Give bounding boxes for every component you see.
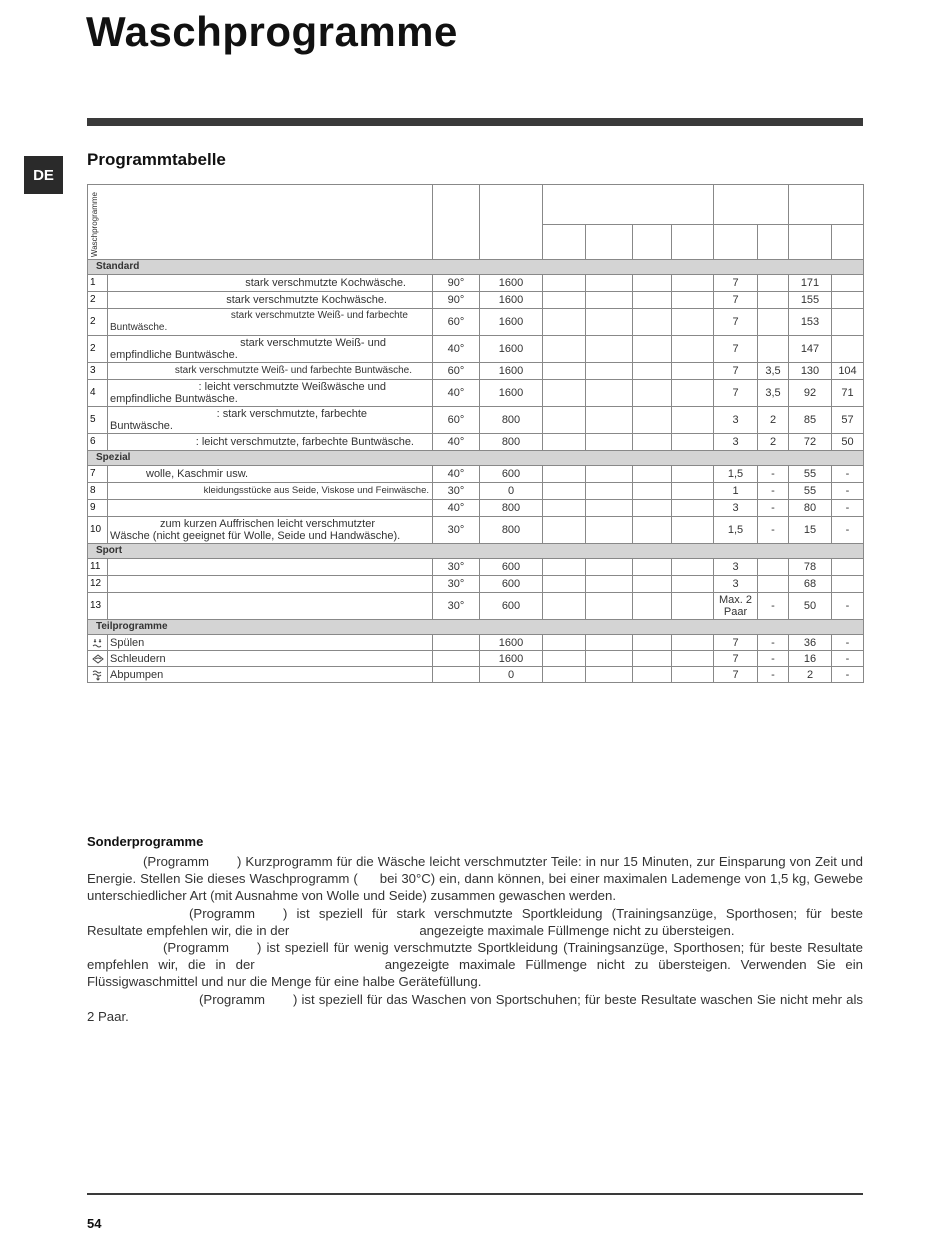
header-sub-2 (586, 224, 633, 259)
table-row: 3 stark verschmutzte Weiß- und farbechte Buntwäsche. 60° 1600 7 3,5 130 104 (88, 363, 864, 380)
header-sub-6 (758, 224, 789, 259)
header-sub-7 (789, 224, 832, 259)
paragraph-sport-intensive: (Programm ) ist speziell für stark verschmutzte Sportkleidung (Trainingsanzüge, Sporthosen; für beste Resultate empfehlen wir, die in der angezeigte maximale Füllmenge nicht zu übersteigen. (87, 905, 863, 938)
table-row: 7 wolle, Kaschmir usw. 40° 600 1,5 - 55 - (88, 466, 864, 483)
page-title: Waschprogramme (86, 8, 458, 55)
special-programs-text (87, 853, 863, 1025)
bottom-divider (87, 1193, 863, 1195)
header-detergents (543, 185, 714, 225)
program-table (87, 184, 864, 683)
header-load (714, 185, 789, 225)
header-sub-1 (543, 224, 586, 259)
table-row: Schleudern 1600 7 - 16 - (88, 651, 864, 667)
table-row: 2 stark verschmutzte Weiß- und empfindliche Buntwäsche. 40° 1600 7 147 (88, 336, 864, 363)
header-sub-8 (832, 224, 864, 259)
header-spin (480, 185, 543, 260)
group-standard: Standard (88, 260, 864, 275)
header-duration (789, 185, 864, 225)
spin-icon (91, 653, 105, 665)
header-sub-5 (714, 224, 758, 259)
group-teilprogramme: Teilprogramme (88, 620, 864, 635)
table-row: 10 zum kurzen Auffrischen leicht verschmutzter Wäsche (nicht geeignet für Wolle, Seide und Handwäsche). 30° 800 1,5 - 15 - (88, 517, 864, 544)
paragraph-express: (Programm ) Kurzprogramm für die Wäsche leicht verschmutzter Teile: in nur 15 Minuten, zur Einsparung von Zeit und Energie. Stellen Sie dieses Waschprogramm ( bei 30°C) ein, dann können, bei einer maximalen Lademenge von 1,5 kg, Gewebe unterschiedlicher Art (mit Ausnahme von Wolle und Seide) zusammen gewaschen werden. (87, 854, 863, 904)
paragraph-sport-shoes: (Programm ) ist speziell für das Waschen von Sportschuhen; für beste Resultate waschen Sie nicht mehr als 2 Paar. (87, 991, 863, 1024)
table-row: 2 stark verschmutzte Kochwäsche. 90° 1600 7 155 (88, 292, 864, 309)
header-sub-3 (633, 224, 672, 259)
table-row: 1 stark verschmutzte Kochwäsche. 90° 1600 7 171 (88, 275, 864, 292)
table-row: 8 kleidungsstücke aus Seide, Viskose und Feinwäsche. 30° 0 1 - 55 - (88, 483, 864, 500)
table-row: 9 40° 800 3 - 80 - (88, 500, 864, 517)
header-program-column: Waschprogramme (88, 185, 433, 260)
rinse-icon (91, 637, 105, 649)
table-header-row-1 (88, 185, 864, 225)
page-number: 54 (87, 1216, 102, 1231)
table-row: 4 : leicht verschmutzte Weißwäsche und empfindliche Buntwäsche. 40° 1600 7 3,5 92 71 (88, 380, 864, 407)
table-row: 5 : stark verschmutzte, farbechte Buntwäsche. 60° 800 3 2 85 57 (88, 407, 864, 434)
group-sport: Sport (88, 544, 864, 559)
table-row: 11 30° 600 3 78 (88, 559, 864, 576)
special-programs-title: Sonderprogramme (87, 834, 204, 849)
top-divider (87, 118, 863, 126)
section-title: Programmtabelle (87, 150, 226, 169)
table-row: 13 30° 600 Max. 2 Paar - 50 - (88, 593, 864, 620)
table-row: 6 : leicht verschmutzte, farbechte Buntwäsche. 40° 800 3 2 72 50 (88, 434, 864, 451)
table-row: Spülen 1600 7 - 36 - (88, 635, 864, 651)
table-row: 2 stark verschmutzte Weiß- und farbechte Buntwäsche. 60° 1600 7 153 (88, 309, 864, 336)
header-temp (433, 185, 480, 260)
group-spezial: Spezial (88, 451, 864, 466)
table-row: Abpumpen 0 7 - 2 - (88, 667, 864, 683)
paragraph-sport-light: (Programm ) ist speziell für wenig verschmutzte Sportkleidung (Trainingsanzüge, Sporthosen; für beste Resultate empfehlen wir, die in der angezeigte maximale Füllmenge nicht zu übersteigen. Verwenden Sie ein Flüssigwaschmittel und nur die Menge für eine halbe Gerätefüllung. (87, 940, 863, 990)
drain-icon (91, 669, 105, 681)
table-row: 12 30° 600 3 68 (88, 576, 864, 593)
header-sub-4 (672, 224, 714, 259)
language-badge: DE (24, 156, 63, 194)
